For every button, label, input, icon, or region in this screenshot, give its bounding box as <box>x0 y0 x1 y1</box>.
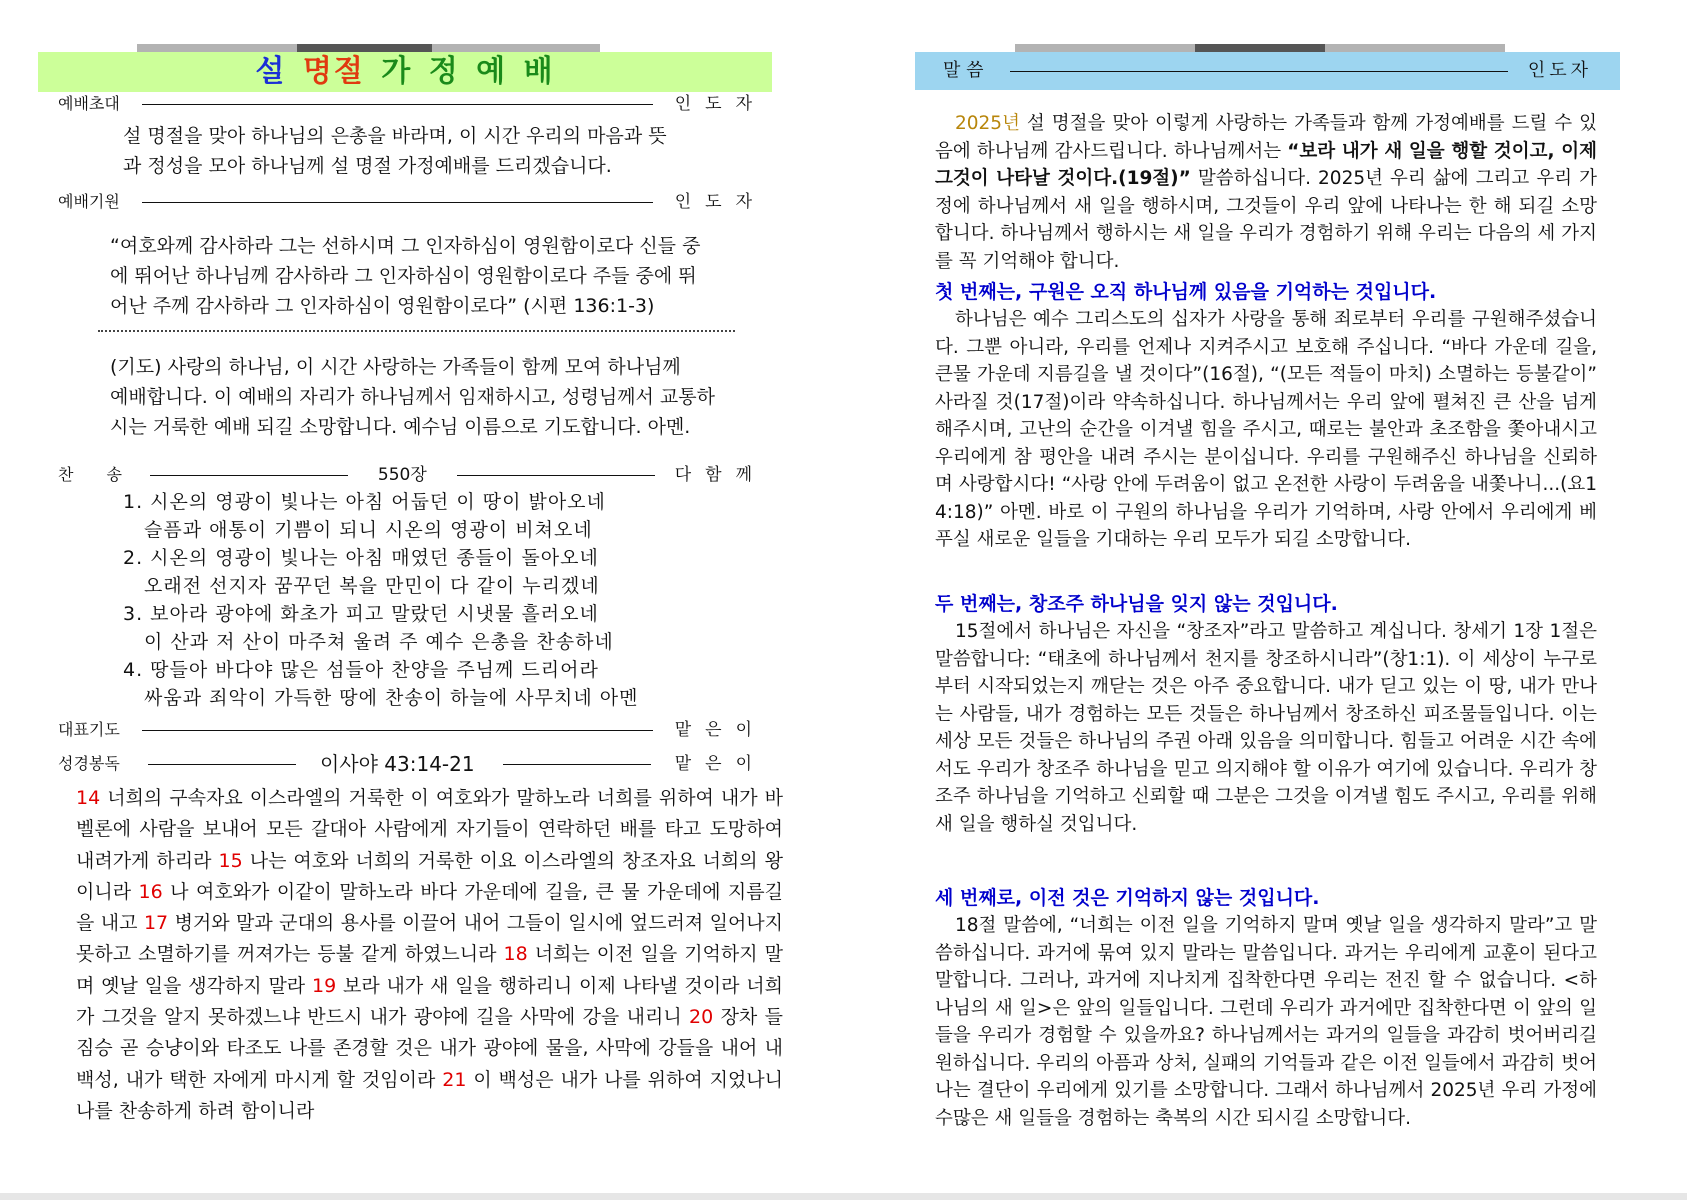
section-invite <box>58 92 766 116</box>
section-hymn <box>58 463 766 487</box>
section-label: 성경봉독 <box>58 754 120 773</box>
intro-text: 설 명절을 맞아 이렇게 사랑하는 가족들과 함께 가정예배를 드릴 수 있음에 하나님께 감사드립니다. 하나님께서는 <box>935 113 1597 162</box>
text-line: 설 명절을 맞아 하나님의 은총을 바라며, 이 시간 우리의 마음과 뜻 <box>123 125 667 147</box>
key-verse-quote: “보라 내가 새 일을 행할 것이고, 이제 그것이 나타날 것이다.(19절)” <box>935 140 1597 189</box>
title-part: 명절 <box>302 54 365 89</box>
verse-number: 14 <box>76 787 101 809</box>
section-role: 맡은이 <box>674 720 766 740</box>
hymn-line: 오래전 선지자 꿈꾸던 복을 만민이 다 같이 누리겠네 <box>144 575 600 597</box>
divider <box>503 764 651 765</box>
point-3-heading: 세 번째로, 이전 것은 기억하지 않는 것입니다. <box>935 887 1320 909</box>
title-part: 가 <box>381 54 413 89</box>
opening-prayer-text <box>110 352 715 442</box>
scripture-reference: 이사야 43:14-21 <box>319 752 475 776</box>
divider <box>1010 71 1508 72</box>
text-line: “여호와께 감사하라 그는 선하시며 그 인자하심이 영원함이로다 신들 중 <box>110 235 701 257</box>
section-role: 인도자 <box>674 94 766 114</box>
divider <box>142 202 653 203</box>
hymn-line: 1. 시온의 영광이 빛나는 아침 어둡던 이 땅이 밝아오네 <box>123 491 606 513</box>
verse-number: 16 <box>138 880 163 903</box>
invite-text <box>123 121 667 181</box>
hymn-number: 550장 <box>377 465 427 485</box>
scripture-text <box>76 783 783 1127</box>
section-opening-prayer <box>58 190 766 214</box>
point-2-heading: 두 번째는, 창조주 하나님을 잊지 않는 것입니다. <box>935 593 1338 615</box>
text-line: (기도) 사랑의 하나님, 이 시간 사랑하는 가족들이 함께 모여 하나님께 <box>110 356 681 378</box>
divider <box>150 475 348 476</box>
section-label: 예배초대 <box>58 94 120 113</box>
verse-text: 장차 들짐승 곧 승냥이와 타조도 나를 존경할 것은 내가 광야에 물을, 사막에 강들을 내어 내 백성, 내가 택한 자에게 마시게 할 것임이라 <box>76 1006 783 1091</box>
hymn-line: 이 산과 저 산이 마주쳐 울려 주 예수 은총을 찬송하네 <box>144 631 614 653</box>
section-label: 예배기원 <box>58 192 120 211</box>
section-label: 말 씀 <box>943 60 984 81</box>
text-line: 어난 주께 감사하라 그 인자하심이 영원함이로다” (시편 136:1-3) <box>110 295 655 317</box>
section-role: 인도자 <box>674 192 766 212</box>
sermon-intro <box>935 110 1597 275</box>
hymn-line: 3. 보아라 광야에 화초가 피고 말랐던 시냇물 흘러오네 <box>123 603 599 625</box>
verse-text: 나 여호와가 이같이 말하노라 바다 가운데에 길을, 큰 물 가운데에 지름길을 내고 <box>76 880 783 935</box>
divider <box>457 475 655 476</box>
right-page <box>915 0 1620 1190</box>
year-highlight: 2025년 <box>955 113 1020 134</box>
section-reading <box>58 752 767 776</box>
verse-number: 21 <box>442 1068 467 1091</box>
hymn-line: 2. 시온의 영광이 빛나는 아침 매였던 종들이 돌아오네 <box>123 547 599 569</box>
title-part: 예 <box>476 54 508 89</box>
verse-text: 나는 여호와 너희의 거룩한 이요 이스라엘의 창조자요 너희의 왕이니라 <box>76 849 783 903</box>
divider <box>142 730 653 731</box>
section-label: 찬 송 <box>58 465 136 484</box>
intro-text: 말씀하십니다. 2025년 우리 삶에 그리고 우리 가정에 하나님께서 새 일을 행하시며, 그것들이 우리 앞에 나타나는 한 해 되길 소망합니다. 하나님께서 행하시는 새 일을 우리가 경험하기 위해 우리는 다음의 세 가지를 꼭 기억해야 합니다. <box>935 168 1597 272</box>
verse-text: 너희의 구속자요 이스라엘의 거룩한 이 여호와가 말하노라 너희를 위하여 내가 바벨론에 사람을 보내어 모든 갈대아 사람에게 자기들이 연락하던 배를 타고 도망하여 내려가게 하리라 <box>76 787 783 872</box>
section-representative-prayer <box>58 718 766 742</box>
divider <box>148 764 296 765</box>
point-3-body: 18절 말씀에, “너희는 이전 일을 기억하지 말며 옛날 일을 생각하지 말라”고 말씀하십니다. 과거에 묶여 있지 말라는 말씀입니다. 과거는 우리에게 교훈이 된다고 말합니다. 그러나, 과거에 지나치게 집착한다면 우리는 전진 할 수 없습니다. <하나님의 새 일>은 앞의 일들입니다. 그런데 우리가 과거에만 집착한다면 이 앞의 일들을 우리가 경험할 수 있을까요? 하나님께서는 과거의 일들을 과감히 벗어버리길 원하십니다. 우리의 아픔과 상처, 실패의 기억들과 같은 이전 일들에서 과감히 벗어나는 결단이 우리에게 있기를 소망합니다. 그래서 하나님께서 2025년 우리 가정에 수많은 새 일들을 경험하는 축복의 시간 되시길 소망합니다. <box>935 915 1597 1129</box>
verse-number: 20 <box>689 1006 714 1029</box>
verse-number: 19 <box>312 974 337 997</box>
text-line: 과 정성을 모아 하나님께 설 명절 가정예배를 드리겠습니다. <box>123 155 612 177</box>
verse-text: 병거와 말과 군대의 용사를 이끌어 내어 그들이 일시에 엎드러져 일어나지 못하고 소멸하기를 꺼져가는 등불 같게 하였느니라 <box>76 912 784 966</box>
verse-text: 이 백성은 내가 나를 위하여 지었나니 나를 찬송하게 하려 함이니라 <box>76 1068 784 1122</box>
point-1-heading: 첫 번째는, 구원은 오직 하나님께 있음을 기억하는 것입니다. <box>935 281 1437 303</box>
sermon-header <box>915 52 1620 90</box>
section-role: 맡은이 <box>674 754 767 774</box>
verse-number: 15 <box>218 849 243 872</box>
title-part: 설 <box>255 54 287 89</box>
verse-number: 18 <box>503 943 528 966</box>
point-1-body: 하나님은 예수 그리스도의 십자가 사랑을 통해 죄로부터 우리를 구원해주셨습니다. 그뿐 아니라, 우리를 언제나 지켜주시고 보호해 주십니다. “바다 가운데 길을, 큰물 가운데 지름길을 낼 것이다”(16절), “(모든 적들이 마치) 소멸하는 등불같이” 사라질 것(17절)이라 약속하십니다. 하나님께서는 우리 앞에 펼쳐진 큰 산을 넘게 해주시며, 고난의 순간을 이겨낼 힘을 주시고, 때로는 불안과 초조함을 쫓아내시고 우리에게 참 평안을 내려 주시는 분이십니다. 우리를 구원해주신 하나님을 신뢰하며 사랑합시다! “사랑 안에 두려움이 없고 온전한 사랑이 두려움을 내쫓나니...(요1 4:18)” 아멘. 바로 이 구원의 하나님을 우리가 기억하며, 사랑 안에서 우리에게 베푸실 새로운 일들을 기대하는 우리 모두가 되길 소망합니다. <box>935 309 1597 550</box>
divider <box>142 104 653 105</box>
title-part: 배 <box>523 54 555 89</box>
left-page <box>38 0 784 1190</box>
hymn-line: 슬픔과 애통이 기쁨이 되니 시온의 영광이 비쳐오네 <box>144 519 593 541</box>
point-2-body: 15절에서 하나님은 자신을 “창조자”라고 말씀하고 계십니다. 창세기 1장 1절은 말씀합니다: “태초에 하나님께서 천지를 창조하시니라”(창1:1). 이 세상이 누구로부터 시작되었는지 깨닫는 것은 아주 중요합니다. 내가 딛고 있는 이 땅, 내가 만나는 사람들, 내가 경험하는 모든 것들은 하나님께서 창조하신 피조물들입니다. 이는 세상 모든 것들은 하나님의 주권 아래 있음을 의미합니다. 힘들고 어려운 시간 속에서도 우리가 창조주 하나님을 믿고 의지해야 할 이유가 여기에 있습니다. 우리가 창조주 하나님을 기억하고 신뢰할 때 그분은 그것을 이겨낼 힘도 주시고, 우리를 위해 새 일을 행하실 것입니다. <box>935 621 1597 835</box>
title-part: 정 <box>428 54 460 89</box>
text-line: 에 뛰어난 하나님께 감사하라 그 인자하심이 영원함이로다 주들 중에 뛰 <box>110 265 697 287</box>
psalm-text <box>110 231 700 321</box>
verse-number: 17 <box>143 912 169 935</box>
bottom-edge <box>0 1193 1687 1200</box>
section-label: 대표기도 <box>58 720 120 739</box>
hymn-line: 4. 땅들아 바다야 많은 섬들아 찬양을 주님께 드리어라 <box>123 659 599 681</box>
verse-text: 보라 내가 새 일을 행하리니 이제 나타낼 것이라 너희가 그것을 알지 못하겠느냐 반드시 내가 광야에 길을 사막에 강을 내리니 <box>76 974 783 1029</box>
text-line: 시는 거룩한 예배 되길 소망합니다. 예수님 이름으로 기도합니다. 아멘. <box>110 416 691 438</box>
section-role: 다함께 <box>674 465 766 485</box>
dotted-divider <box>98 330 735 332</box>
page-title <box>38 52 772 92</box>
verse-text: 너희는 이전 일을 기억하지 말며 옛날 일을 생각하지 말라 <box>76 943 783 997</box>
text-line: 예배합니다. 이 예배의 자리가 하나님께서 임재하시고, 성령님께서 교통하 <box>110 386 715 408</box>
hymn-line: 싸움과 죄악이 가득한 땅에 찬송이 하늘에 사무치네 아멘 <box>144 687 639 709</box>
section-role: 인도자 <box>1527 60 1592 81</box>
